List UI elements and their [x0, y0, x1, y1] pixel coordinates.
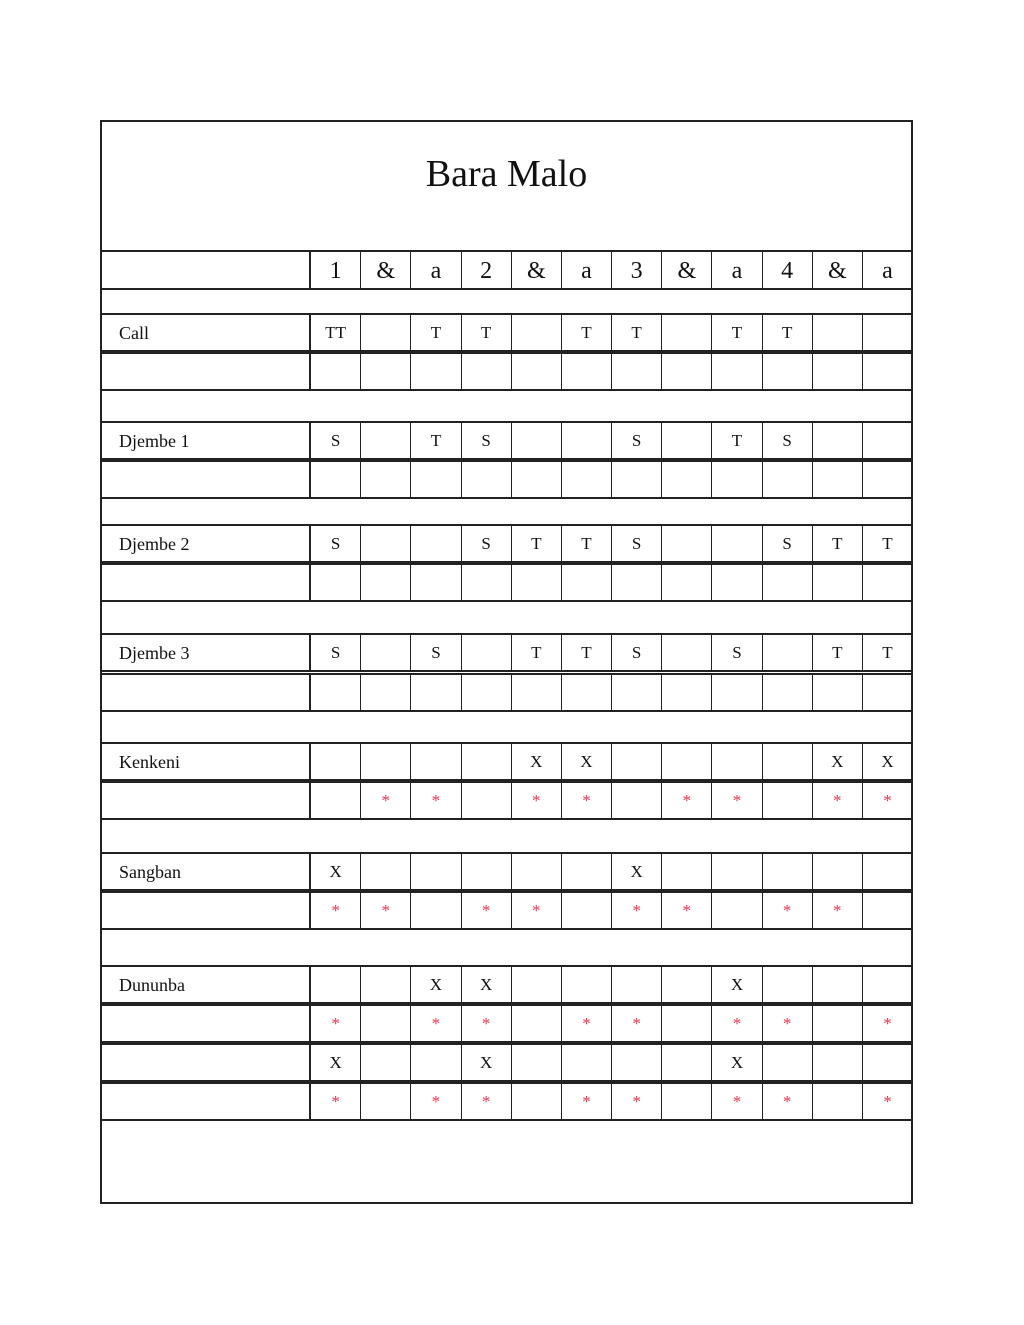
beat-cell	[511, 1004, 562, 1043]
accent-mark: *	[762, 1082, 813, 1121]
beat-cell	[360, 965, 411, 1004]
accent-mark: *	[309, 1082, 361, 1121]
beat-cell: X	[611, 852, 662, 891]
beat-cell	[762, 965, 813, 1004]
instrument-row-dununba	[100, 1082, 913, 1121]
beat-cell	[762, 852, 813, 891]
beat-cell: T	[812, 633, 863, 672]
instrument-row-dununba	[100, 1043, 913, 1082]
accent-mark: *	[711, 1082, 762, 1121]
beat-cell: S	[461, 421, 512, 460]
beat-cell	[309, 673, 361, 712]
row-label	[100, 352, 310, 391]
beat-cell	[661, 673, 712, 712]
beat-cell	[812, 1043, 863, 1082]
beat-cell	[661, 742, 712, 781]
accent-mark: *	[762, 891, 813, 930]
beat-cell	[661, 852, 712, 891]
row-label	[100, 781, 310, 820]
beat-cell	[812, 1082, 863, 1121]
beat-cell	[561, 460, 612, 499]
beat-cell	[862, 965, 913, 1004]
beat-header-cell: a	[561, 250, 612, 290]
beat-cell	[812, 421, 863, 460]
beat-cell	[711, 673, 762, 712]
beat-cell	[812, 352, 863, 391]
instrument-row-sangban	[100, 852, 913, 891]
beat-cell: S	[309, 633, 361, 672]
beat-cell	[711, 852, 762, 891]
row-label	[100, 1004, 310, 1043]
beat-cell: X	[862, 742, 913, 781]
beat-cell	[461, 352, 512, 391]
beat-cell: T	[561, 524, 612, 563]
accent-mark: *	[611, 1082, 662, 1121]
row-label	[100, 563, 310, 602]
beat-header-cell: 2	[461, 250, 512, 290]
beat-cell	[360, 524, 411, 563]
beat-cell	[410, 673, 461, 712]
beat-cell	[812, 460, 863, 499]
beat-cell: T	[862, 524, 913, 563]
beat-cell	[862, 852, 913, 891]
beat-cell	[309, 460, 361, 499]
beat-cell: S	[309, 421, 361, 460]
beat-cell	[561, 965, 612, 1004]
beat-cell	[461, 563, 512, 602]
instrument-row-djembe-1	[100, 421, 913, 460]
beat-cell	[461, 673, 512, 712]
beat-cell	[360, 673, 411, 712]
beat-cell	[611, 1043, 662, 1082]
instrument-row-djembe-2	[100, 563, 913, 602]
beat-cell: X	[711, 1043, 762, 1082]
beat-cell: X	[511, 742, 562, 781]
beat-cell	[511, 460, 562, 499]
beat-cell	[309, 781, 361, 820]
accent-mark: *	[511, 891, 562, 930]
beat-cell: T	[461, 313, 512, 352]
instrument-row-djembe-3	[100, 673, 913, 712]
row-label: Sangban	[100, 852, 310, 891]
beat-cell: T	[511, 633, 562, 672]
beat-cell	[511, 421, 562, 460]
beat-cell	[360, 1082, 411, 1121]
row-label: Djembe 2	[100, 524, 310, 563]
accent-mark: *	[862, 781, 913, 820]
beat-cell: T	[611, 313, 662, 352]
beat-cell	[762, 633, 813, 672]
beat-cell: S	[410, 633, 461, 672]
instrument-row-kenkeni	[100, 742, 913, 781]
beat-cell: X	[309, 852, 361, 891]
beat-cell	[561, 852, 612, 891]
accent-mark: *	[360, 891, 411, 930]
instrument-row-sangban	[100, 891, 913, 930]
beat-cell: T	[862, 633, 913, 672]
instrument-row-dununba	[100, 1004, 913, 1043]
beat-header-cell: a	[711, 250, 762, 290]
beat-cell	[611, 965, 662, 1004]
instrument-row-call	[100, 352, 913, 391]
accent-mark: *	[561, 1082, 612, 1121]
beat-cell	[762, 742, 813, 781]
row-label: Call	[100, 313, 310, 352]
beat-cell: T	[812, 524, 863, 563]
beat-cell	[360, 563, 411, 602]
beat-cell	[862, 460, 913, 499]
row-label	[100, 1082, 310, 1121]
beat-cell	[862, 891, 913, 930]
row-label	[100, 460, 310, 499]
beat-cell	[711, 352, 762, 391]
beat-cell: X	[561, 742, 612, 781]
beat-cell	[360, 633, 411, 672]
beat-cell: X	[812, 742, 863, 781]
beat-cell	[360, 352, 411, 391]
beat-cell	[561, 1043, 612, 1082]
row-label: Djembe 3	[100, 633, 310, 672]
beat-header-cell: 1	[309, 250, 361, 290]
beat-cell	[661, 1004, 712, 1043]
beat-cell	[812, 673, 863, 712]
beat-cell	[711, 460, 762, 499]
accent-mark: *	[410, 1004, 461, 1043]
accent-mark: *	[410, 1082, 461, 1121]
beat-cell	[762, 460, 813, 499]
beat-cell	[360, 313, 411, 352]
beat-header-cell: &	[511, 250, 562, 290]
beat-cell	[862, 352, 913, 391]
row-label: Kenkeni	[100, 742, 310, 781]
beat-cell	[410, 742, 461, 781]
beat-cell: X	[461, 1043, 512, 1082]
beat-cell	[561, 352, 612, 391]
accent-mark: *	[410, 781, 461, 820]
beat-cell	[711, 742, 762, 781]
instrument-row-call	[100, 313, 913, 352]
beat-cell	[461, 460, 512, 499]
beat-cell	[762, 781, 813, 820]
beat-header-cell: a	[410, 250, 461, 290]
beat-header-row	[100, 250, 913, 290]
beat-cell	[812, 313, 863, 352]
beat-cell: S	[461, 524, 512, 563]
beat-cell	[661, 563, 712, 602]
beat-cell	[309, 352, 361, 391]
beat-header-cell: &	[661, 250, 712, 290]
accent-mark: *	[611, 1004, 662, 1043]
beat-cell	[611, 673, 662, 712]
instrument-row-djembe-2	[100, 524, 913, 563]
beat-cell	[511, 852, 562, 891]
beat-header-cell: a	[862, 250, 913, 290]
beat-cell	[410, 891, 461, 930]
beat-cell: S	[611, 524, 662, 563]
beat-cell	[862, 421, 913, 460]
beat-cell	[812, 563, 863, 602]
accent-mark: *	[711, 781, 762, 820]
accent-mark: *	[309, 891, 361, 930]
beat-cell	[360, 852, 411, 891]
beat-cell	[511, 563, 562, 602]
beat-cell	[611, 742, 662, 781]
beat-cell	[862, 673, 913, 712]
beat-cell	[561, 421, 612, 460]
beat-cell: S	[711, 633, 762, 672]
instrument-row-djembe-1	[100, 460, 913, 499]
beat-cell	[511, 965, 562, 1004]
beat-cell	[862, 1043, 913, 1082]
beat-cell	[511, 352, 562, 391]
accent-mark: *	[711, 1004, 762, 1043]
beat-cell	[511, 1043, 562, 1082]
beat-cell	[461, 742, 512, 781]
beat-cell	[511, 673, 562, 712]
beat-cell	[461, 781, 512, 820]
beat-cell	[661, 524, 712, 563]
beat-cell	[862, 313, 913, 352]
beat-cell	[611, 352, 662, 391]
accent-mark: *	[762, 1004, 813, 1043]
beat-cell	[410, 563, 461, 602]
beat-cell	[410, 852, 461, 891]
beat-cell	[360, 1004, 411, 1043]
row-label: Djembe 1	[100, 421, 310, 460]
beat-cell	[762, 352, 813, 391]
beat-cell	[762, 1043, 813, 1082]
beat-cell: T	[561, 313, 612, 352]
beat-cell	[762, 673, 813, 712]
beat-cell: T	[711, 313, 762, 352]
beat-cell: S	[762, 421, 813, 460]
beat-cell	[711, 891, 762, 930]
beat-cell	[461, 852, 512, 891]
beat-cell	[661, 352, 712, 391]
beat-cell	[812, 965, 863, 1004]
row-label: Dununba	[100, 965, 310, 1004]
beat-cell	[611, 563, 662, 602]
instrument-row-dununba	[100, 965, 913, 1004]
page-title: Bara Malo	[425, 153, 588, 195]
beat-cell	[309, 965, 361, 1004]
accent-mark: *	[661, 781, 712, 820]
accent-mark: *	[812, 781, 863, 820]
accent-mark: *	[862, 1004, 913, 1043]
beat-header-cell: &	[360, 250, 411, 290]
beat-cell: S	[309, 524, 361, 563]
instrument-row-djembe-3	[100, 633, 913, 672]
beat-cell: X	[461, 965, 512, 1004]
beat-cell	[611, 460, 662, 499]
beat-cell	[561, 891, 612, 930]
beat-cell: T	[511, 524, 562, 563]
beat-cell	[309, 563, 361, 602]
beat-cell	[862, 563, 913, 602]
beat-cell	[711, 563, 762, 602]
accent-mark: *	[511, 781, 562, 820]
beat-cell	[661, 1082, 712, 1121]
instrument-row-kenkeni	[100, 781, 913, 820]
accent-mark: *	[309, 1004, 361, 1043]
beat-cell: TT	[309, 313, 361, 352]
beat-header-cell: 4	[762, 250, 813, 290]
beat-cell: T	[410, 421, 461, 460]
beat-cell	[410, 1043, 461, 1082]
row-label	[100, 673, 310, 712]
row-label	[100, 891, 310, 930]
beat-cell: X	[309, 1043, 361, 1082]
beat-cell: T	[711, 421, 762, 460]
beat-cell	[360, 742, 411, 781]
beat-cell	[511, 313, 562, 352]
beat-cell	[661, 965, 712, 1004]
beat-cell	[309, 742, 361, 781]
accent-mark: *	[561, 1004, 612, 1043]
accent-mark: *	[561, 781, 612, 820]
accent-mark: *	[812, 891, 863, 930]
beat-cell: T	[762, 313, 813, 352]
accent-mark: *	[461, 891, 512, 930]
beat-cell	[711, 524, 762, 563]
beat-cell: T	[410, 313, 461, 352]
accent-mark: *	[611, 891, 662, 930]
beat-cell	[661, 633, 712, 672]
accent-mark: *	[461, 1082, 512, 1121]
beat-cell	[561, 673, 612, 712]
accent-mark: *	[461, 1004, 512, 1043]
beat-cell	[410, 460, 461, 499]
beat-cell	[812, 852, 863, 891]
beat-cell	[461, 633, 512, 672]
beat-cell: S	[611, 421, 662, 460]
beat-cell	[360, 1043, 411, 1082]
beat-header-cell: 3	[611, 250, 662, 290]
beat-cell	[661, 460, 712, 499]
row-label	[100, 250, 310, 290]
beat-cell	[561, 563, 612, 602]
beat-cell: S	[611, 633, 662, 672]
accent-mark: *	[360, 781, 411, 820]
beat-cell	[410, 524, 461, 563]
beat-cell	[511, 1082, 562, 1121]
accent-mark: *	[661, 891, 712, 930]
beat-cell: T	[561, 633, 612, 672]
beat-cell	[360, 421, 411, 460]
beat-cell	[611, 781, 662, 820]
beat-cell	[661, 313, 712, 352]
accent-mark: *	[862, 1082, 913, 1121]
beat-cell	[762, 563, 813, 602]
beat-cell	[410, 352, 461, 391]
row-label	[100, 1043, 310, 1082]
beat-cell: X	[410, 965, 461, 1004]
beat-cell	[360, 460, 411, 499]
beat-cell	[812, 1004, 863, 1043]
beat-header-cell: &	[812, 250, 863, 290]
beat-cell	[661, 421, 712, 460]
beat-cell	[661, 1043, 712, 1082]
beat-cell: X	[711, 965, 762, 1004]
beat-cell: S	[762, 524, 813, 563]
